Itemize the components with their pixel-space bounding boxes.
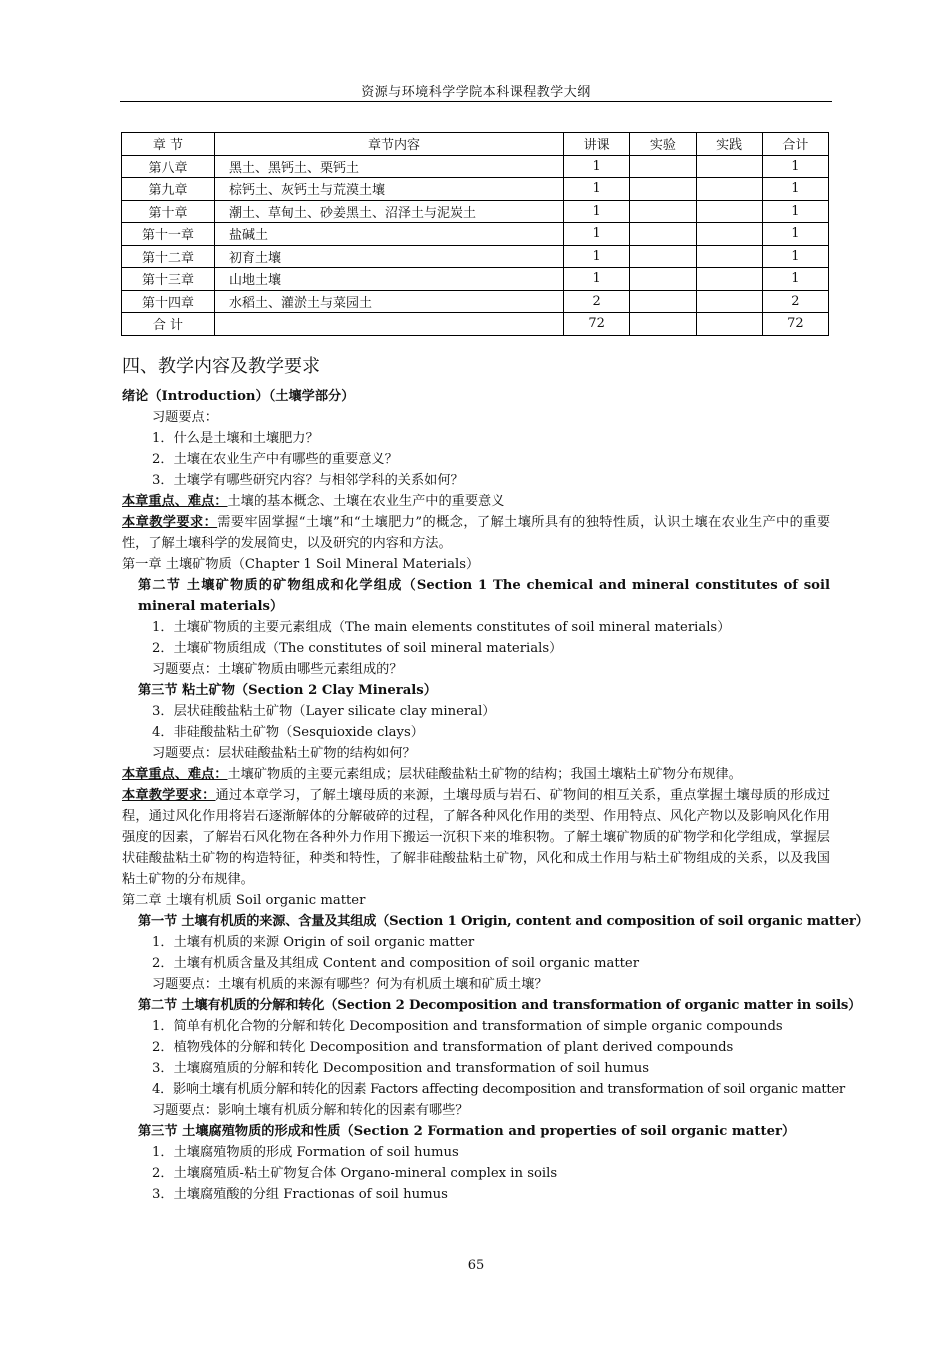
list-item: 1．土壤腐殖物质的形成 Formation of soil humus — [152, 1145, 459, 1160]
key-points-text: 土壤矿物质的主要元素组成；层状硅酸盐粘土矿物的结构；我国土壤粘土矿物分布规律。 — [227, 767, 742, 782]
cell-practice — [696, 290, 762, 313]
cell-lecture: 1 — [564, 223, 630, 246]
cell-lecture: 1 — [564, 268, 630, 291]
cell-lecture: 1 — [564, 200, 630, 223]
ch1-section-heading: 第三节 粘土矿物（Section 2 Clay Minerals） — [138, 683, 437, 698]
cell-content: 初育土壤 — [215, 245, 564, 268]
cell-lab — [630, 268, 696, 291]
cell-content: 山地土壤 — [215, 268, 564, 291]
intro-key-points — [122, 491, 830, 512]
intro-heading: 绪论（Introduction）（土壤学部分） — [122, 389, 355, 404]
cell-lecture: 1 — [564, 155, 630, 178]
list-item: 2．土壤腐殖质-粘土矿物复合体 Organo-mineral complex in soils — [152, 1166, 558, 1181]
chapter-1-heading: 第一章 土壤矿物质（Chapter 1 Soil Mineral Materials） — [122, 557, 480, 572]
cell-chapter: 合 计 — [122, 313, 215, 336]
col-header-lecture: 讲课 — [564, 133, 630, 156]
cell-practice — [696, 223, 762, 246]
cell-lecture: 1 — [564, 178, 630, 201]
list-item: 3．土壤学有哪些研究内容？与相邻学科的关系如何？ — [152, 473, 464, 488]
cell-content — [215, 313, 564, 336]
col-header-chapter: 章 节 — [122, 133, 215, 156]
table-row — [122, 223, 829, 246]
exercise-line: 习题要点：层状硅酸盐粘土矿物的结构如何？ — [152, 746, 416, 761]
cell-lecture: 72 — [564, 313, 630, 336]
exercise-line: 习题要点：土壤矿物质由哪些元素组成的？ — [152, 662, 403, 677]
cell-content: 盐碱土 — [215, 223, 564, 246]
ch2-section-heading: 第一节 土壤有机质的来源、含量及其组成（Section 1 Origin, content and composition of soil organic matter） — [138, 914, 869, 929]
cell-practice — [696, 200, 762, 223]
cell-total: 1 — [762, 178, 828, 201]
cell-content: 潮土、草甸土、砂姜黑土、沼泽土与泥炭土 — [215, 200, 564, 223]
cell-practice — [696, 178, 762, 201]
requirements-label: 本章教学要求： — [122, 515, 218, 530]
list-item: 3．层状硅酸盐粘土矿物（Layer silicate clay mineral） — [152, 704, 496, 719]
requirements-text: 需要牢固掌握“土壤”和“土壤肥力”的概念，了解土壤所具有的独特性质，认识土壤在农业生产中的重要性，了解土壤科学的发展简史，以及研究的内容和方法。 — [122, 515, 831, 551]
cell-total: 2 — [762, 290, 828, 313]
cell-chapter: 第八章 — [122, 155, 215, 178]
cell-lab — [630, 245, 696, 268]
course-content — [122, 352, 869, 1205]
table-row — [122, 245, 829, 268]
cell-practice — [696, 313, 762, 336]
key-points-label: 本章重点、难点： — [122, 494, 228, 509]
page-number: 65 — [467, 1258, 485, 1273]
list-item: 1．土壤矿物质的主要元素组成（The main elements constitutes of soil mineral materials） — [152, 620, 731, 635]
requirements-label: 本章教学要求： — [122, 788, 216, 803]
requirements-text: 通过本章学习，了解土壤母质的来源，土壤母质与岩石、矿物间的相互关系，重点掌握土壤母质的形成过程，通过风化作用将岩石逐渐解体的分解破碎的过程，了解各种风化作用的类型、作用特点、风化产物以及影响风化作用强度的因素，了解岩石风化物在各种外力作用下搬运一沉积下来的堆积物。了解土壤矿物质的矿物学和化学组成，掌握层状硅酸盐粘土矿物的构造特征，种类和特性，了解非硅酸盐粘土矿物，风化和成土作用与粘土矿物组成的关系，以及我国粘土矿物的分布规律。 — [122, 788, 831, 887]
table-row — [122, 200, 829, 223]
cell-content: 棕钙土、灰钙土与荒漠土壤 — [215, 178, 564, 201]
ch2-section-heading: 第二节 土壤有机质的分解和转化（Section 2 Decomposition and transformation of organic matter in soils） — [138, 998, 862, 1013]
ch1-requirements — [122, 785, 830, 890]
cell-practice — [696, 268, 762, 291]
cell-chapter: 第九章 — [122, 178, 215, 201]
exercise-label: 习题要点： — [152, 410, 218, 425]
header-rule — [120, 101, 832, 102]
page-header: 资源与环境科学学院本科课程教学大纲 — [361, 85, 591, 100]
list-item: 1．土壤有机质的来源 Origin of soil organic matter — [152, 935, 475, 950]
chapter-2-heading: 第二章 土壤有机质 Soil organic matter — [122, 893, 366, 908]
list-item: 1．什么是土壤和土壤肥力？ — [152, 431, 319, 446]
cell-total: 1 — [762, 155, 828, 178]
list-item: 3．土壤腐殖质的分解和转化 Decomposition and transformation of soil humus — [152, 1061, 649, 1076]
cell-lab — [630, 313, 696, 336]
col-header-practice: 实践 — [696, 133, 762, 156]
col-header-total: 合计 — [762, 133, 828, 156]
cell-content: 黑土、黑钙土、栗钙土 — [215, 155, 564, 178]
list-item: 2．植物残体的分解和转化 Decomposition and transformation of plant derived compounds — [152, 1040, 734, 1055]
list-item: 4．影响土壤有机质分解和转化的因素 Factors affecting decomposition and transformation of soil organic matter — [152, 1082, 845, 1097]
list-item: 3．土壤腐殖酸的分组 Fractionas of soil humus — [152, 1187, 448, 1202]
schedule-table — [121, 132, 829, 336]
cell-lab — [630, 155, 696, 178]
intro-requirements — [122, 512, 830, 554]
section-title: 四、教学内容及教学要求 — [122, 356, 320, 377]
cell-total: 1 — [762, 223, 828, 246]
list-item: 2．土壤有机质含量及其组成 Content and composition of soil organic matter — [152, 956, 640, 971]
col-header-content: 章节内容 — [215, 133, 564, 156]
cell-lab — [630, 290, 696, 313]
ch1-key-points — [122, 764, 830, 785]
list-item: 4．非硅酸盐粘土矿物（Sesquioxide clays） — [152, 725, 424, 740]
cell-chapter: 第十四章 — [122, 290, 215, 313]
exercise-line: 习题要点：影响土壤有机质分解和转化的因素有哪些？ — [152, 1103, 469, 1118]
list-item: 2．土壤矿物质组成（The constitutes of soil mineral materials） — [152, 641, 563, 656]
cell-content: 水稻土、灌淤土与菜园土 — [215, 290, 564, 313]
cell-practice — [696, 245, 762, 268]
table-row — [122, 178, 829, 201]
list-item: 2．土壤在农业生产中有哪些的重要意义？ — [152, 452, 398, 467]
cell-chapter: 第十三章 — [122, 268, 215, 291]
table-total-row — [122, 313, 829, 336]
cell-lab — [630, 178, 696, 201]
cell-lab — [630, 200, 696, 223]
table-row — [122, 268, 829, 291]
cell-total: 1 — [762, 200, 828, 223]
ch1-section-heading: 第二节 土壤矿物质的矿物组成和化学组成（Section 1 The chemical and mineral constitutes of soil mineral materials） — [138, 578, 830, 614]
exercise-line: 习题要点：土壤有机质的来源有哪些？何为有机质土壤和矿质土壤？ — [152, 977, 548, 992]
table-row — [122, 155, 829, 178]
col-header-lab: 实验 — [630, 133, 696, 156]
cell-chapter: 第十一章 — [122, 223, 215, 246]
key-points-label: 本章重点、难点： — [122, 767, 228, 782]
key-points-text: 土壤的基本概念、土壤在农业生产中的重要意义 — [227, 494, 505, 509]
table-header-row — [122, 133, 829, 156]
table-row — [122, 290, 829, 313]
list-item: 1．简单有机化合物的分解和转化 Decomposition and transformation of simple organic compounds — [152, 1019, 783, 1034]
cell-practice — [696, 155, 762, 178]
cell-lecture: 2 — [564, 290, 630, 313]
cell-total: 1 — [762, 268, 828, 291]
cell-lecture: 1 — [564, 245, 630, 268]
cell-chapter: 第十章 — [122, 200, 215, 223]
cell-total: 72 — [762, 313, 828, 336]
cell-chapter: 第十二章 — [122, 245, 215, 268]
ch2-section-heading: 第三节 土壤腐殖物质的形成和性质（Section 2 Formation and properties of soil organic matter） — [138, 1124, 796, 1139]
cell-total: 1 — [762, 245, 828, 268]
cell-lab — [630, 223, 696, 246]
